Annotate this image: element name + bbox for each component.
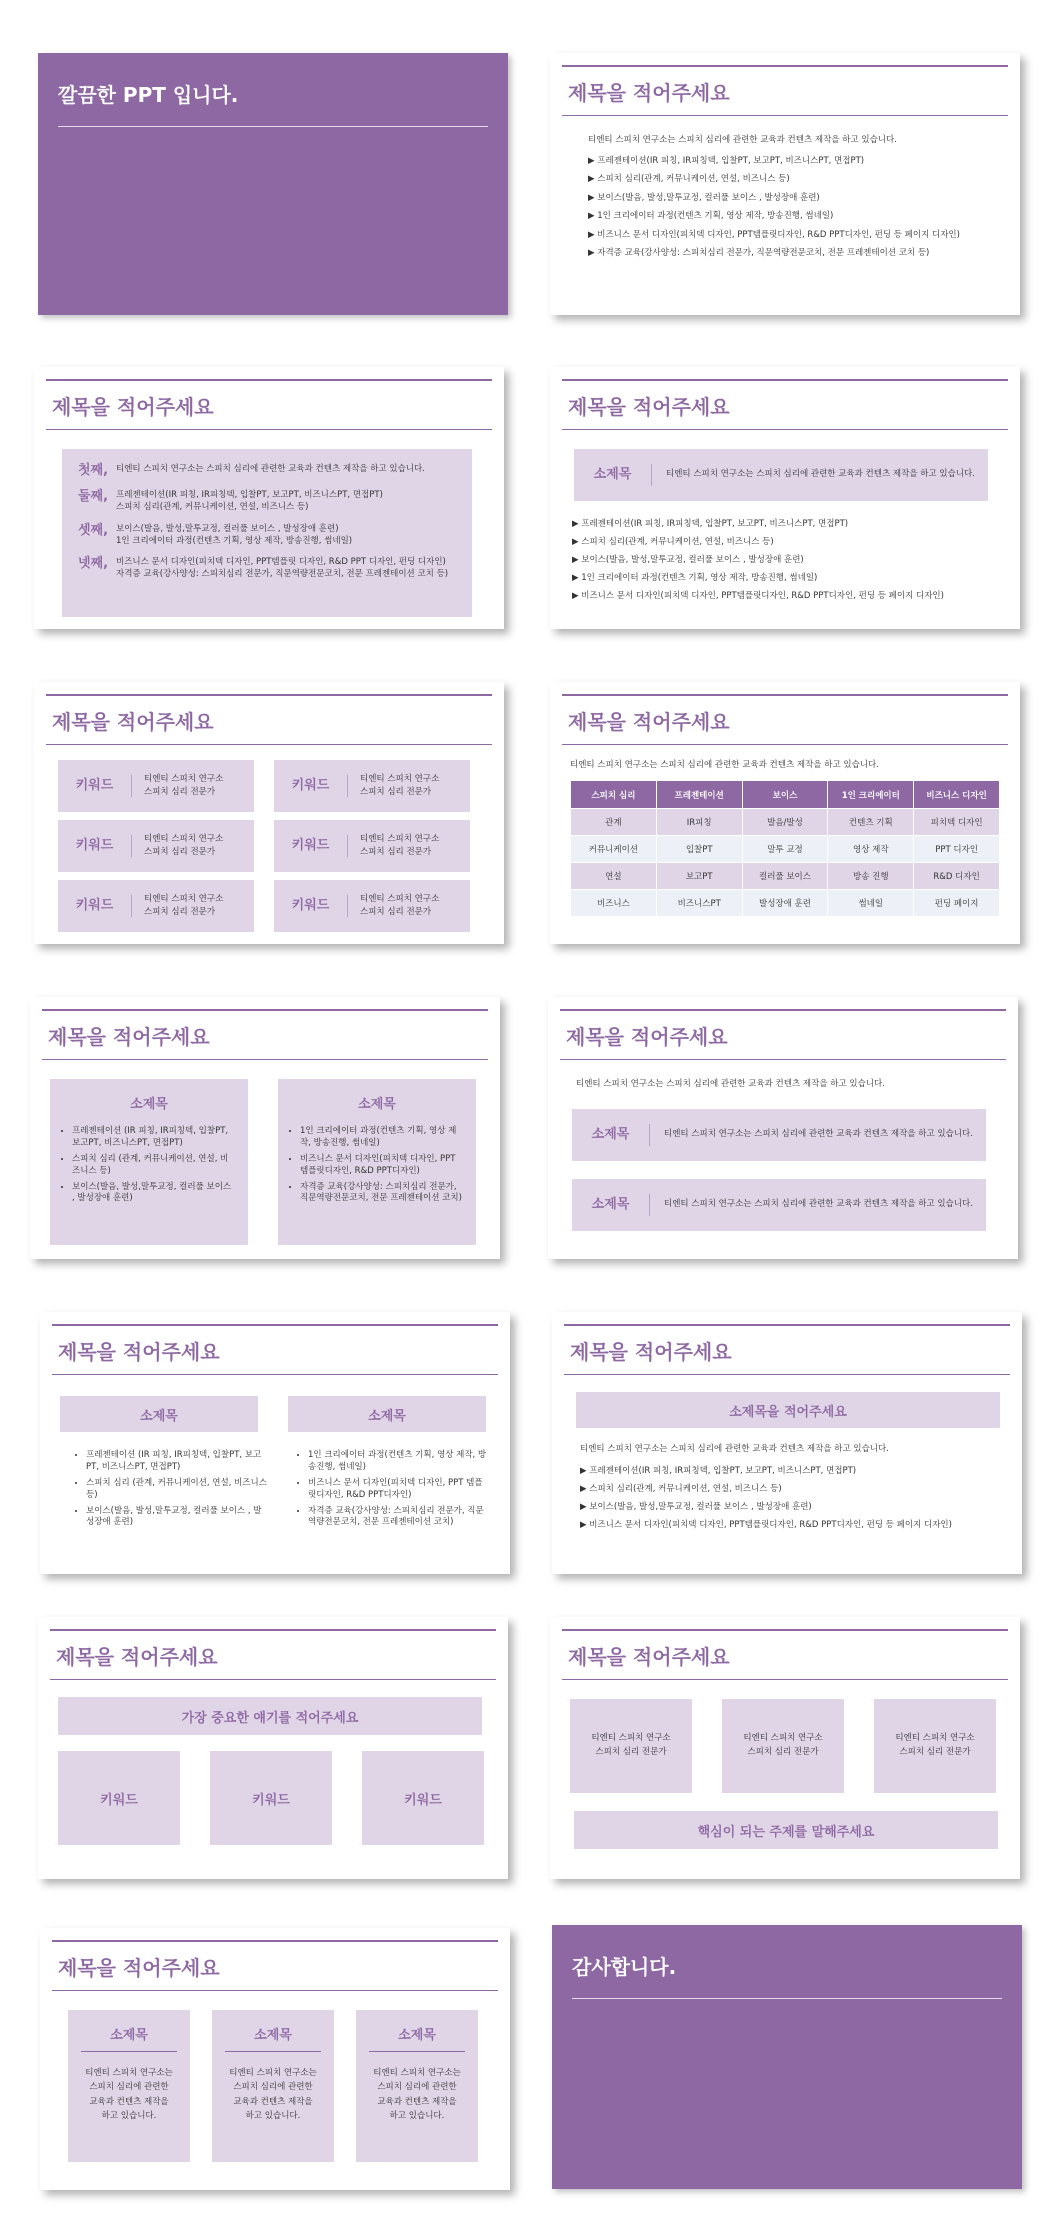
table-cell: 컨텐츠 기획 <box>828 809 914 836</box>
keyword-card: 키워드 <box>362 1751 484 1845</box>
column-box-right <box>278 1079 476 1245</box>
column-list <box>278 1126 476 1205</box>
keyword-card <box>874 1699 996 1793</box>
slide-title: 제목을 적어주세요 <box>568 395 730 419</box>
keyword-box <box>274 880 470 932</box>
ending-title: 감사합니다. <box>572 1955 677 1979</box>
card-text: 교육과 컨텐츠 제작을 <box>89 2096 169 2107</box>
slide-title: 제목을 적어주세요 <box>58 1340 220 1364</box>
numbered-box <box>62 449 472 617</box>
keyword-box <box>274 820 470 872</box>
table-header: 1인 크리에이터 <box>828 781 914 809</box>
keyword-box <box>58 820 254 872</box>
list-item: ▶ 비즈니스 문서 디자인(피치덱 디자인, PPT템플릿디자인, R&D PPT디자인, 펀딩 등 페이지 디자인) <box>588 229 960 240</box>
keyword-desc: 스피치 심리 전문가 <box>144 847 216 857</box>
keyword-box <box>274 760 470 812</box>
list-item: • 프레젠테이션 (IR 피칭, IR피칭덱, 입찰PT, 보고PT, 비즈니스PT, 면접PT) <box>86 1450 268 1474</box>
intro-text: 티엔티 스피치 연구소는 스피치 심리에 관련한 교육과 컨텐츠 제작을 하고 있습니다. <box>576 1079 885 1089</box>
list-item: ▶ 비즈니스 문서 디자인(피치덱 디자인, PPT템플릿디자인, R&D PPT디자인, 펀딩 등 페이지 디자인) <box>572 590 944 601</box>
card-text: 하고 있습니다. <box>101 2111 157 2122</box>
keyword-box <box>58 760 254 812</box>
column-header-left: 소제목 <box>60 1396 258 1432</box>
keyword-desc: 스피치 심리 전문가 <box>144 907 216 917</box>
title-top-line <box>52 1940 498 1942</box>
table-cell: 컬러풀 보이스 <box>742 863 828 890</box>
subtitle-label: 소제목 <box>572 1194 650 1216</box>
subtitle-label: 소제목 <box>572 1124 650 1146</box>
slide-title: 제목을 적어주세요 <box>568 710 730 734</box>
title-top-line <box>562 379 1008 381</box>
title-bottom-line <box>52 1374 498 1375</box>
card-subtitle: 소제목 <box>110 2028 148 2043</box>
table-cell: 영상 제작 <box>828 836 914 863</box>
subtitle-desc: 티엔티 스피치 연구소는 스피치 심리에 관련한 교육과 컨텐츠 제작을 하고 있습니다. <box>664 1199 973 1210</box>
keyword-desc: 스피치 심리 전문가 <box>360 847 432 857</box>
ending-divider <box>572 1998 1002 1999</box>
bullet-list <box>572 519 944 608</box>
row-text: 티엔티 스피치 연구소는 스피치 심리에 관련한 교육과 컨텐츠 제작을 하고 있습니다. <box>116 464 425 474</box>
keyword-desc: 스피치 심리 전문가 <box>360 787 432 797</box>
table-cell: 펀딩 페이지 <box>914 890 1000 917</box>
slide-title: 제목을 적어주세요 <box>568 1645 730 1669</box>
card-text: 하고 있습니다. <box>389 2111 445 2122</box>
row-text: 프레젠테이션(IR 피칭, IR피칭덱, 입찰PT, 보고PT, 비즈니스PT, 면접PT) <box>116 489 383 500</box>
row-label: 셋째, <box>78 522 109 538</box>
card-text: 하고 있습니다. <box>245 2111 301 2122</box>
table-row <box>571 890 1000 917</box>
row-label: 첫째, <box>78 463 109 478</box>
title-top-line <box>46 694 492 696</box>
card-text: 티엔티 스피치 연구소는 <box>85 2068 173 2078</box>
table-cell: 썸네일 <box>828 890 914 917</box>
table-header: 스피치 심리 <box>571 781 657 809</box>
table-cell: 비즈니스 <box>571 890 657 917</box>
keyword-label: 키워드 <box>274 775 348 797</box>
row-text: 보이스(발음, 발성,말투교정, 컬러풀 보이스 , 발성장애 훈련) <box>116 523 339 534</box>
card-text: 스피치 심리에 관련한 <box>233 2082 313 2093</box>
table-header: 보이스 <box>742 781 828 809</box>
table-header-row <box>571 781 1000 809</box>
card-text: 교육과 컨텐츠 제작을 <box>233 2096 313 2107</box>
title-top-line <box>46 379 492 381</box>
keyword-desc: 티엔티 스피치 연구소 <box>360 894 440 905</box>
list-item: ▶ 스피치 심리(관계, 커뮤니케이션, 연설, 비즈니스 등) <box>588 174 790 185</box>
list-item: ▶ 1인 크리에이터 과정(컨텐츠 기획, 영상 제작, 방송진행, 썸네일) <box>572 572 818 583</box>
title-bottom-line <box>50 1679 496 1680</box>
keyword-desc: 스피치 심리 전문가 <box>747 1747 819 1757</box>
keyword-desc: 티엔티 스피치 연구소 <box>743 1733 823 1744</box>
slide-9[interactable] <box>40 1312 510 1574</box>
title-bottom-line <box>562 1679 1008 1680</box>
slide-6[interactable] <box>550 682 1020 944</box>
table-cell: 발음/발성 <box>742 809 828 836</box>
keyword-desc: 티엔티 스피치 연구소 <box>144 834 224 845</box>
table-cell: 연설 <box>571 863 657 890</box>
list-item: • 스피치 심리 (관계, 커뮤니케이션, 연설, 비즈니스 등) <box>86 1478 268 1502</box>
list-item: • 자격증 교육(강사양성: 스피치심리 전문가, 직문역량전문코치, 전문 프레젠테이션 코치) <box>308 1506 490 1530</box>
subtitle-card <box>212 2010 334 2162</box>
title-top-line <box>42 1009 488 1011</box>
key-message-header: 가장 중요한 얘기를 적어주세요 <box>58 1697 482 1735</box>
title-bottom-line <box>42 1059 488 1060</box>
numbered-row <box>78 463 456 480</box>
keyword-desc: 스피치 심리 전문가 <box>144 787 216 797</box>
table-row <box>571 836 1000 863</box>
intro-text: 티엔티 스피치 연구소는 스피치 심리에 관련한 교육과 컨텐츠 제작을 하고 있습니다. <box>580 1444 889 1454</box>
slide-title: 제목을 적어주세요 <box>56 1645 218 1669</box>
intro-text: 티엔티 스피치 연구소는 스피치 심리에 관련한 교육과 컨텐츠 제작을 하고 있습니다. <box>588 135 897 145</box>
row-text: 스피치 심리(관계, 커뮤니케이션, 연설, 비즈니스 등) <box>116 501 309 512</box>
list-item: • 보이스(발음, 발성,말투교정, 컬러풀 보이스 , 발성장애 훈련) <box>86 1506 268 1530</box>
list-item: ▶ 스피치 심리(관계, 커뮤니케이션, 연설, 비즈니스 등) <box>580 1483 782 1494</box>
keyword-desc: 티엔티 스피치 연구소 <box>360 774 440 785</box>
keyword-desc: 티엔티 스피치 연구소 <box>144 894 224 905</box>
card-subtitle: 소제목 <box>398 2028 436 2043</box>
keyword-desc: 티엔티 스피치 연구소 <box>144 774 224 785</box>
list-item: • 1인 크리에이터 과정(컨텐츠 기획, 영상 제작, 방송진행, 썸네일) <box>308 1450 490 1474</box>
numbered-row <box>78 489 456 514</box>
slide-title: 제목을 적어주세요 <box>566 1025 728 1049</box>
list-item: ▶ 보이스(발음, 발성,말투교정, 컬러풀 보이스 , 발성장애 훈련) <box>588 192 820 203</box>
list-item: ▶ 1인 크리에이터 과정(컨텐츠 기획, 영상 제작, 방송진행, 썸네일) <box>588 211 834 222</box>
subtitle-desc: 티엔티 스피치 연구소는 스피치 심리에 관련한 교육과 컨텐츠 제작을 하고 있습니다. <box>666 469 975 480</box>
table-cell: 보고PT <box>656 863 742 890</box>
keyword-label: 키워드 <box>58 775 132 797</box>
numbered-row <box>78 556 456 581</box>
keyword-label: 키워드 <box>58 895 132 917</box>
list-item: ▶ 프레젠테이션(IR 피칭, IR피칭덱, 입찰PT, 보고PT, 비즈니스PT, 면접PT) <box>580 1466 857 1476</box>
bullet-list <box>588 156 960 266</box>
title-bottom-line <box>560 1059 1006 1060</box>
list-item: • 비즈니스 문서 디자인(피치덱 디자인, PPT 템플릿디자인, R&D PPT디자인) <box>300 1154 464 1178</box>
cover-slide[interactable] <box>38 53 508 315</box>
subtitle-box <box>574 449 988 501</box>
slide-7[interactable] <box>30 997 500 1259</box>
subtitle-box <box>572 1179 986 1231</box>
subtitle-card <box>356 2010 478 2162</box>
table-cell: 비즈니스PT <box>656 890 742 917</box>
cover-divider <box>58 126 488 127</box>
slide-title: 제목을 적어주세요 <box>52 710 214 734</box>
slide-11[interactable] <box>38 1617 508 1879</box>
keyword-desc: 티엔티 스피치 연구소 <box>360 834 440 845</box>
card-text: 스피치 심리에 관련한 <box>89 2082 169 2093</box>
table-cell: 말투 교정 <box>742 836 828 863</box>
table-row <box>571 809 1000 836</box>
title-bottom-line <box>46 429 492 430</box>
subtitle-header: 소제목을 적어주세요 <box>576 1392 1000 1428</box>
subtitle-box <box>572 1109 986 1161</box>
table-row <box>571 863 1000 890</box>
list-item: • 비즈니스 문서 디자인(피치덱 디자인, PPT 템플릿디자인, R&D PPT디자인) <box>308 1478 490 1502</box>
list-item: ▶ 프레젠테이션(IR 피칭, IR피칭덱, 입찰PT, 보고PT, 비즈니스PT, 면접PT) <box>572 519 849 529</box>
table-cell: PPT 디자인 <box>914 836 1000 863</box>
table-cell: 방송 진행 <box>828 863 914 890</box>
bullet-list <box>580 1466 952 1538</box>
slide-title: 제목을 적어주세요 <box>52 395 214 419</box>
keyword-desc: 티엔티 스피치 연구소 <box>591 1733 671 1744</box>
slide-10[interactable] <box>552 1312 1022 1574</box>
row-label: 둘째, <box>78 488 109 504</box>
ending-slide[interactable] <box>552 1925 1022 2189</box>
list-item: ▶ 자격증 교육(강사양성: 스피치심리 전문가, 직문역량전문코치, 전문 프레젠테이션 코치 등) <box>588 247 930 258</box>
card-text: 티엔티 스피치 연구소는 <box>229 2068 317 2078</box>
slide-3[interactable] <box>34 367 504 629</box>
card-text: 스피치 심리에 관련한 <box>377 2082 457 2093</box>
keyword-card <box>570 1699 692 1793</box>
list-item: ▶ 보이스(발음, 발성,말투교정, 컬러풀 보이스 , 발성장애 훈련) <box>572 554 804 565</box>
column-box-left <box>50 1079 248 1245</box>
table-cell: 피치덱 디자인 <box>914 809 1000 836</box>
slide-title: 제목을 적어주세요 <box>48 1025 210 1049</box>
card-divider <box>369 2051 465 2052</box>
category-table <box>570 780 1000 917</box>
title-bottom-line <box>562 429 1008 430</box>
keyword-card <box>722 1699 844 1793</box>
column-header-right: 소제목 <box>288 1396 486 1432</box>
title-bottom-line <box>52 1990 498 1991</box>
card-subtitle: 소제목 <box>254 2028 292 2043</box>
title-top-line <box>564 1324 1010 1326</box>
title-top-line <box>562 1629 1008 1631</box>
keyword-desc: 티엔티 스피치 연구소 <box>895 1733 975 1744</box>
keyword-desc: 스피치 심리 전문가 <box>360 907 432 917</box>
table-cell: 발성장애 훈련 <box>742 890 828 917</box>
subtitle-card <box>68 2010 190 2162</box>
keyword-desc: 스피치 심리 전문가 <box>899 1747 971 1757</box>
title-top-line <box>560 1009 1006 1011</box>
subtitle-label: 소제목 <box>574 464 652 486</box>
card-text: 티엔티 스피치 연구소는 <box>373 2068 461 2078</box>
title-top-line <box>562 65 1008 67</box>
list-item: • 1인 크리에이터 과정(컨텐츠 기획, 영상 제작, 방송진행, 썸네일) <box>300 1126 464 1150</box>
slide-12[interactable] <box>550 1617 1020 1879</box>
keyword-card: 키워드 <box>58 1751 180 1845</box>
title-top-line <box>562 694 1008 696</box>
card-divider <box>225 2051 321 2052</box>
column-subtitle: 소제목 <box>358 1097 396 1112</box>
list-item: • 프레젠테이션 (IR 피칭, IR피칭덱, 입찰PT, 보고PT, 비즈니스PT, 면접PT) <box>72 1126 236 1150</box>
title-bottom-line <box>562 744 1008 745</box>
list-item: ▶ 보이스(발음, 발성,말투교정, 컬러풀 보이스 , 발성장애 훈련) <box>580 1501 812 1512</box>
slide-4[interactable] <box>550 367 1020 629</box>
cover-title: 깔끔한 PPT 입니다. <box>58 83 239 107</box>
list-item: ▶ 비즈니스 문서 디자인(피치덱 디자인, PPT템플릿디자인, R&D PPT디자인, 펀딩 등 페이지 디자인) <box>580 1519 952 1530</box>
core-topic-footer: 핵심이 되는 주제를 말해주세요 <box>574 1811 998 1849</box>
table-header: 프레젠테이션 <box>656 781 742 809</box>
keyword-box <box>58 880 254 932</box>
table-cell: 커뮤니케이션 <box>571 836 657 863</box>
slide-title: 제목을 적어주세요 <box>58 1956 220 1980</box>
slide-13[interactable] <box>40 1928 510 2190</box>
column-list <box>290 1450 490 1533</box>
list-item: ▶ 스피치 심리(관계, 커뮤니케이션, 연설, 비즈니스 등) <box>572 536 774 547</box>
keyword-label: 키워드 <box>274 895 348 917</box>
list-item: ▶ 프레젠테이션(IR 피칭, IR피칭덱, 입찰PT, 보고PT, 비즈니스PT, 면접PT) <box>588 156 865 166</box>
card-divider <box>81 2051 177 2052</box>
title-bottom-line <box>564 1374 1010 1375</box>
title-top-line <box>52 1324 498 1326</box>
row-text: 비즈니스 문서 디자인(피치덱 디자인, PPT템플릿 디자인, R&D PPT 디자인, 펀딩 디자인) <box>116 557 446 568</box>
column-list <box>68 1450 268 1533</box>
slide-5[interactable] <box>34 682 504 944</box>
table-cell: 입찰PT <box>656 836 742 863</box>
slide-8[interactable] <box>548 997 1018 1259</box>
column-subtitle: 소제목 <box>130 1097 168 1112</box>
keyword-desc: 스피치 심리 전문가 <box>595 1747 667 1757</box>
subtitle-desc: 티엔티 스피치 연구소는 스피치 심리에 관련한 교육과 컨텐츠 제작을 하고 있습니다. <box>664 1129 973 1140</box>
row-label: 넷째, <box>78 556 109 572</box>
slide-title: 제목을 적어주세요 <box>570 1340 732 1364</box>
intro-text: 티엔티 스피치 연구소는 스피치 심리에 관련한 교육과 컨텐츠 제작을 하고 있습니다. <box>570 760 879 770</box>
keyword-label: 키워드 <box>274 835 348 857</box>
card-text: 교육과 컨텐츠 제작을 <box>377 2096 457 2107</box>
slide-2[interactable] <box>550 53 1020 315</box>
title-top-line <box>50 1629 496 1631</box>
column-list <box>50 1126 248 1205</box>
list-item: • 스피치 심리 (관계, 커뮤니케이션, 연설, 비즈니스 등) <box>72 1154 236 1178</box>
slide-title: 제목을 적어주세요 <box>568 81 730 105</box>
keyword-card: 키워드 <box>210 1751 332 1845</box>
table-cell: 관계 <box>571 809 657 836</box>
table-cell: IR피칭 <box>656 809 742 836</box>
numbered-row <box>78 523 456 548</box>
list-item: • 보이스(발음, 발성,말투교정, 컬러풀 보이스 , 발성장애 훈련) <box>72 1182 236 1206</box>
row-text: 1인 크리에이터 과정(컨텐츠 기획, 영상 제작, 방송진행, 썸네일) <box>116 535 353 546</box>
keyword-label: 키워드 <box>58 835 132 857</box>
list-item: • 자격증 교육(강사양성: 스피치심리 전문가, 직문역량전문코치, 전문 프레젠테이션 코치) <box>300 1182 464 1206</box>
row-text: 자격증 교육(강사양성: 스피치심리 전문가, 직문역량전문코치, 전문 프레젠테이션 코치 등) <box>116 569 449 580</box>
table-cell: R&D 디자인 <box>914 863 1000 890</box>
title-bottom-line <box>562 115 1008 116</box>
table-header: 비즈니스 디자인 <box>914 781 1000 809</box>
title-bottom-line <box>46 744 492 745</box>
